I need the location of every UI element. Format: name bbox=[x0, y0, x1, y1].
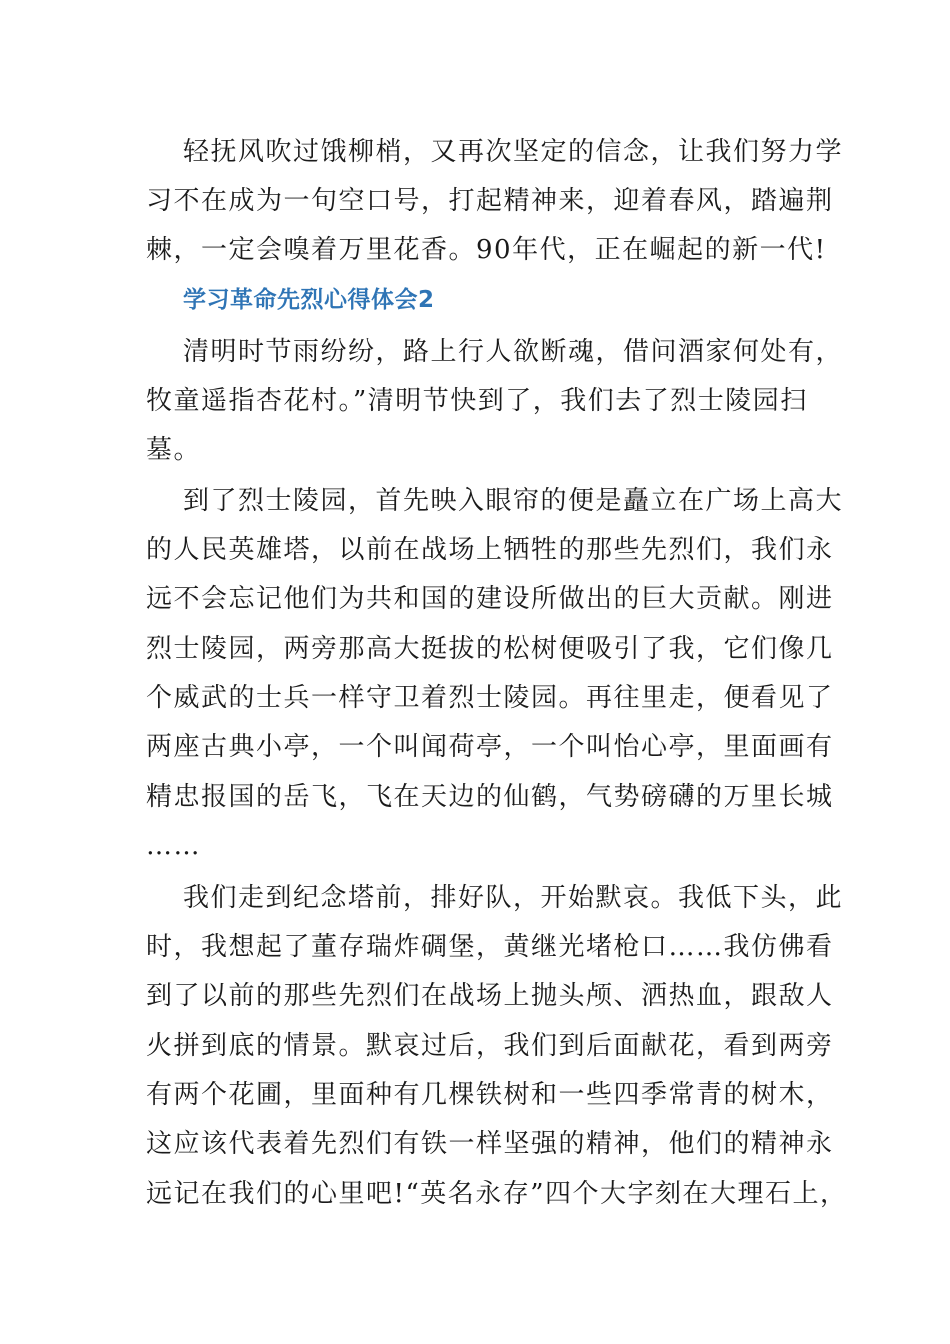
paragraph-2-line-1: 清明时节雨纷纷，路上行人欲断魂，借问酒家何处有， bbox=[183, 337, 844, 367]
paragraph-1-line-3: 棘，一定会嗅着万里花香。90年代，正在崛起的新一代! bbox=[146, 235, 827, 265]
paragraph-3-line-2: 的人民英雄塔，以前在战场上牺牲的那些先烈们，我们永 bbox=[146, 535, 834, 565]
paragraph-4-line-3: 到了以前的那些先烈们在战场上抛头颅、洒热血，跟敌人 bbox=[146, 981, 834, 1011]
paragraph-3-line-1: 到了烈士陵园，首先映入眼帘的便是矗立在广场上高大 bbox=[183, 486, 844, 516]
section-heading: 学习革命先烈心得体会2 bbox=[183, 287, 435, 313]
paragraph-4-line-1: 我们走到纪念塔前，排好队，开始默哀。我低下头，此 bbox=[183, 883, 844, 913]
paragraph-2-line-2: 牧童遥指杏花村。”清明节快到了，我们去了烈士陵园扫 bbox=[146, 386, 808, 416]
paragraph-2-line-3: 墓。 bbox=[146, 435, 202, 465]
paragraph-1-line-2: 习不在成为一句空口号，打起精神来，迎着春风，踏遍荆 bbox=[146, 186, 834, 216]
paragraph-3-line-3: 远不会忘记他们为共和国的建设所做出的巨大贡献。刚进 bbox=[146, 584, 834, 614]
paragraph-4-line-6: 这应该代表着先烈们有铁一样坚强的精神，他们的精神永 bbox=[146, 1129, 834, 1159]
paragraph-4-line-7: 远记在我们的心里吧!“英名永存”四个大字刻在大理石上， bbox=[146, 1179, 848, 1209]
paragraph-3-line-4: 烈士陵园，两旁那高大挺拔的松树便吸引了我，它们像几 bbox=[146, 634, 834, 664]
paragraph-4-line-2: 时，我想起了董存瑞炸碉堡，黄继光堵枪口……我仿佛看 bbox=[146, 932, 834, 962]
paragraph-1-line-1: 轻抚风吹过饿柳梢，又再次坚定的信念，让我们努力学 bbox=[183, 137, 844, 167]
paragraph-4-line-4: 火拼到底的情景。默哀过后，我们到后面献花，看到两旁 bbox=[146, 1031, 834, 1061]
paragraph-4-line-5: 有两个花圃，里面种有几棵铁树和一些四季常青的树木， bbox=[146, 1080, 834, 1110]
paragraph-3-line-7: 精忠报国的岳飞，飞在天边的仙鹤，气势磅礴的万里长城 bbox=[146, 782, 834, 812]
paragraph-3-line-8: …… bbox=[146, 831, 201, 861]
paragraph-3-line-6: 两座古典小亭，一个叫闻荷亭，一个叫怡心亭，里面画有 bbox=[146, 732, 834, 762]
paragraph-3-line-5: 个威武的士兵一样守卫着烈士陵园。再往里走，便看见了 bbox=[146, 683, 834, 713]
